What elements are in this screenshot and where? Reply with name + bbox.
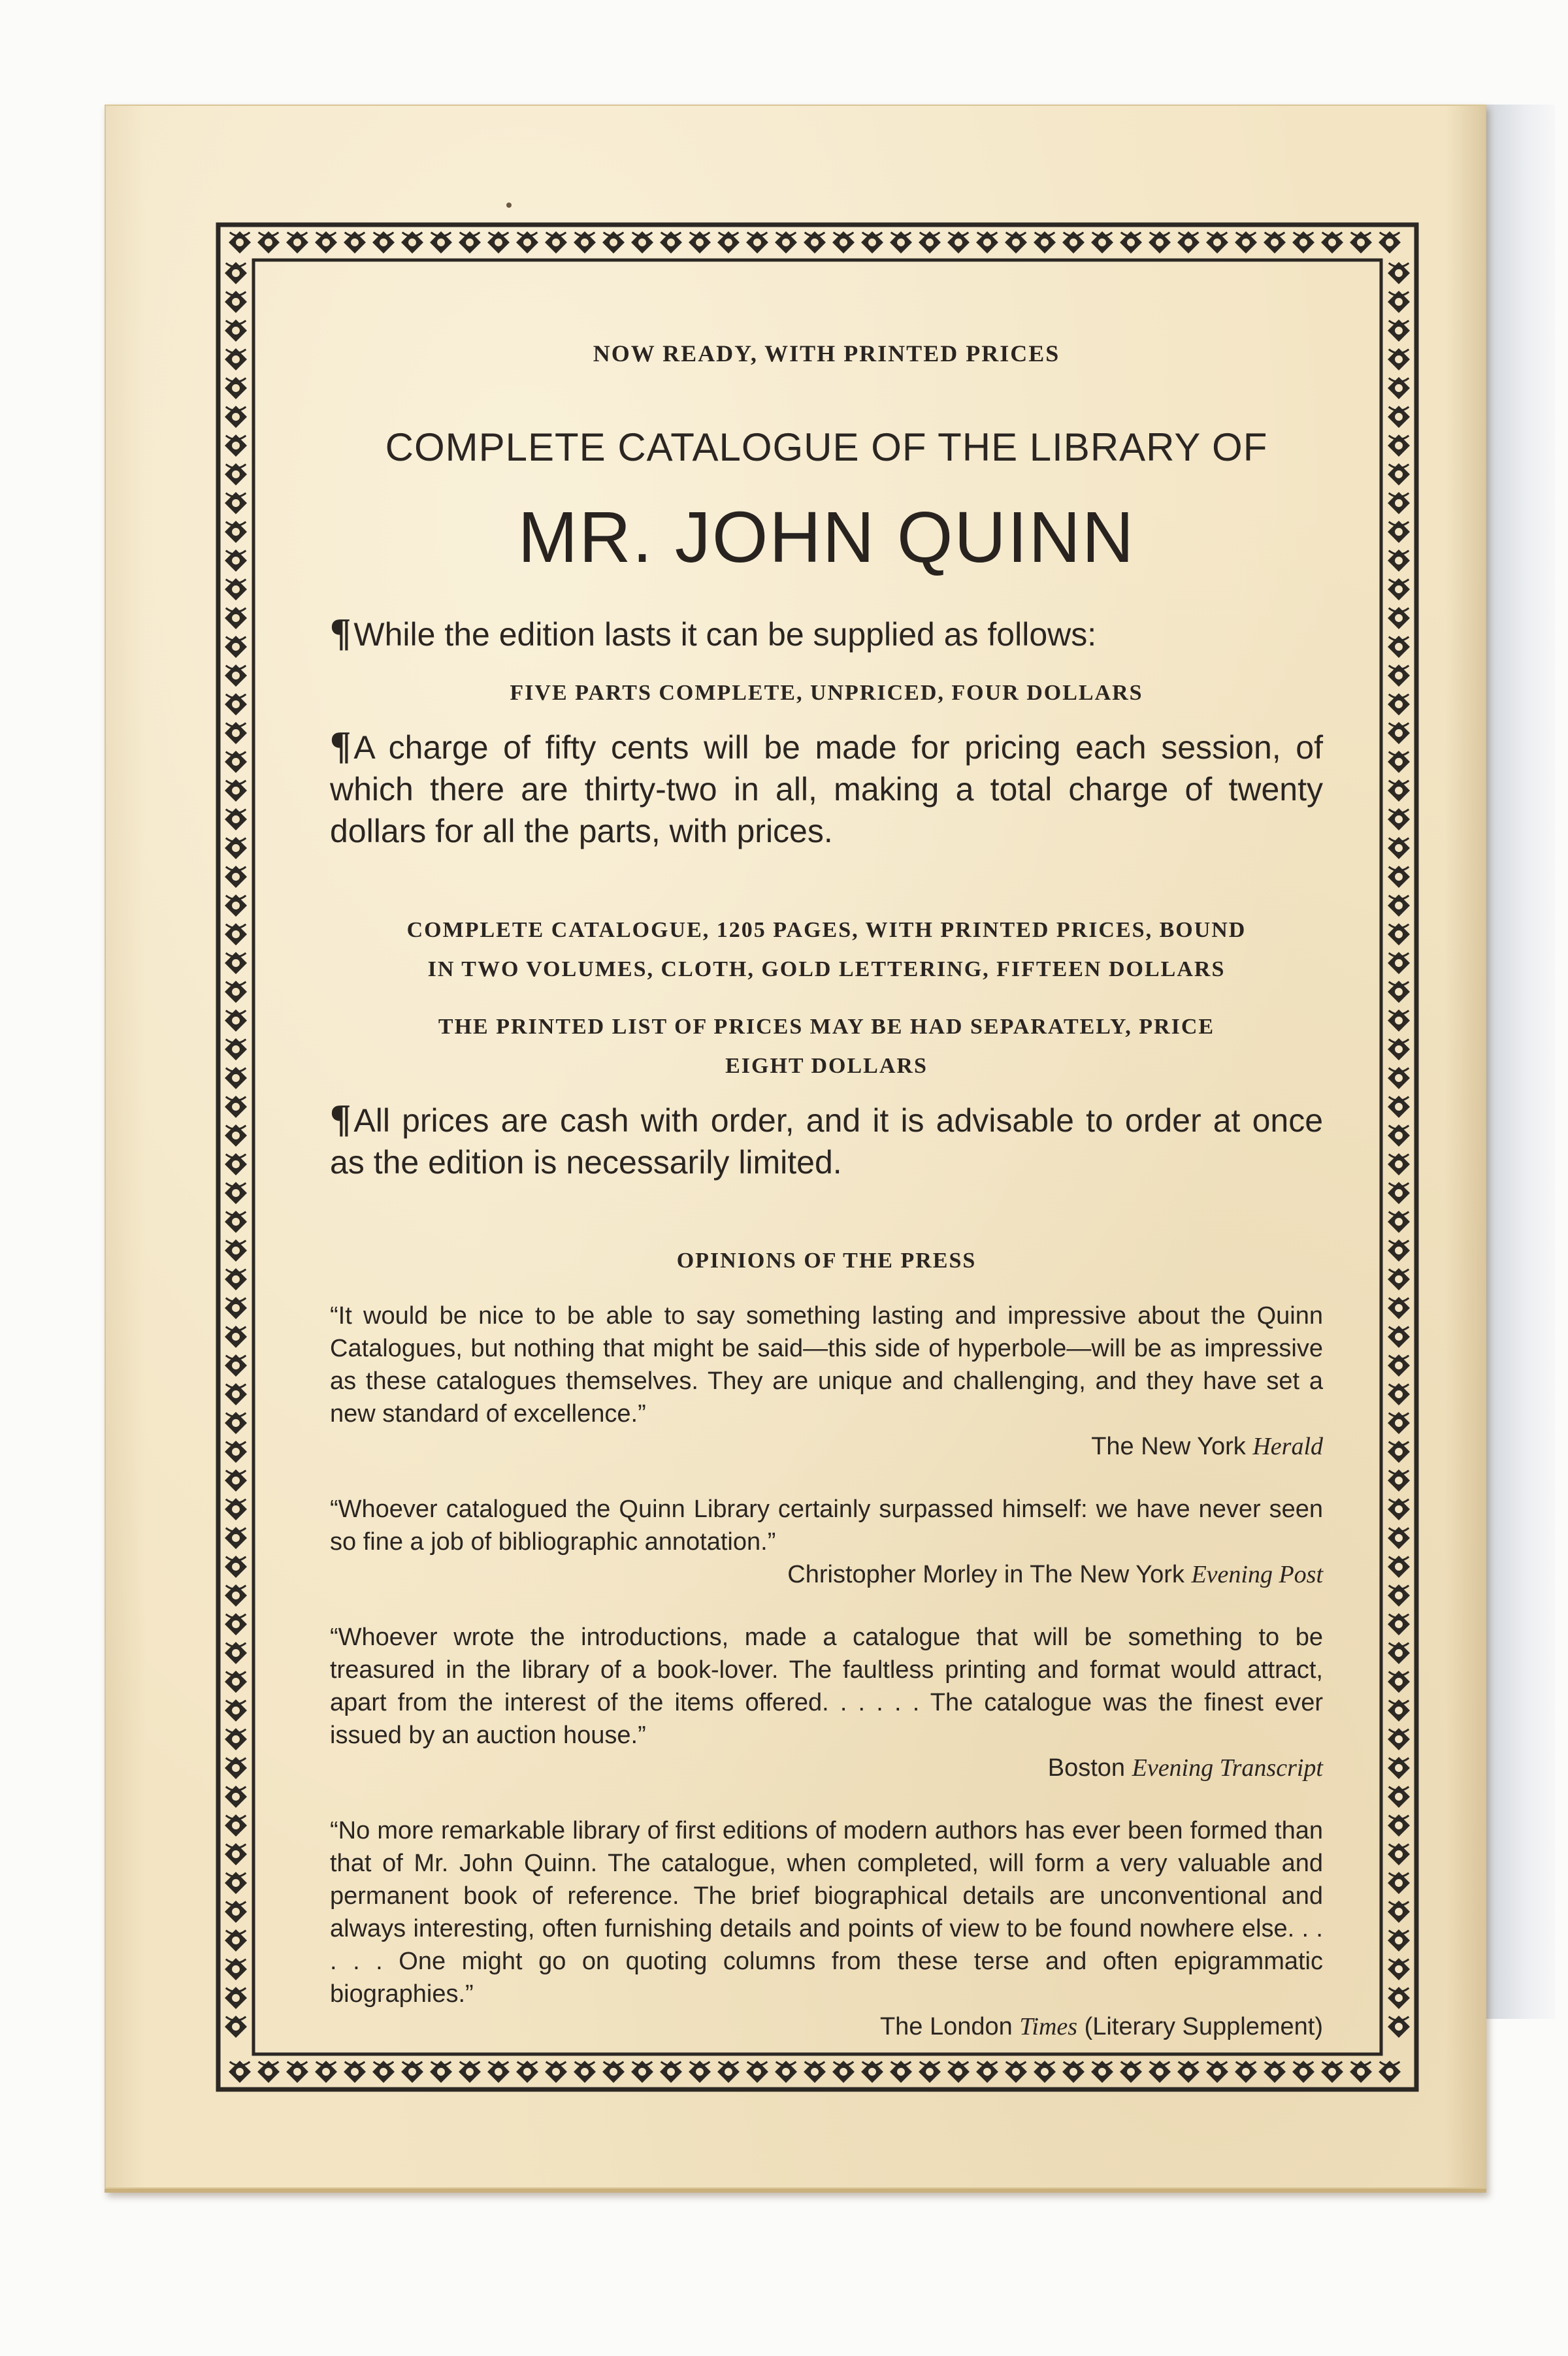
border-ornament-left — [225, 981, 247, 1003]
press-quote — [330, 1814, 1323, 2043]
press-quote-text: “Whoever catalogued the Quinn Library certainly surpassed himself: we have never seen so fine a job of bibliographic annotation.” — [330, 1496, 1323, 1556]
border-ornament-bottom — [315, 2061, 337, 2083]
border-ornament-right — [1388, 1096, 1410, 1118]
border-ornament-right — [1388, 1182, 1410, 1204]
border-ornament-left — [225, 1958, 247, 1980]
border-ornament-left — [225, 1613, 247, 1635]
border-ornament-right — [1388, 923, 1410, 945]
border-ornament-bottom — [1264, 2061, 1286, 2083]
border-ornament-right — [1388, 1929, 1410, 1952]
border-ornament-right — [1388, 693, 1410, 715]
border-ornament-bottom — [861, 2061, 883, 2083]
border-ornament-bottom — [976, 2061, 998, 2083]
border-ornament-top — [516, 231, 538, 254]
charge-paragraph — [330, 725, 1323, 852]
border-ornament-left — [225, 693, 247, 715]
border-ornament-left — [225, 1642, 247, 1664]
border-ornament-top — [1321, 231, 1343, 254]
press-quote-text: “Whoever wrote the introductions, made a catalogue that will be something to be treasured in the library of a book-lover. The faultless printing and format would attract, apart from the interest of the items offered. . . . . . The catalogue was the finest ever issued by an auction house.” — [330, 1624, 1323, 1749]
border-ornament-right — [1388, 1786, 1410, 1808]
border-ornament-top — [344, 231, 366, 254]
border-ornament-right — [1388, 319, 1410, 342]
pricing-intro-paragraph — [330, 612, 1323, 655]
border-ornament-right — [1388, 1527, 1410, 1549]
border-ornament-left — [225, 1699, 247, 1722]
border-ornament-left — [225, 808, 247, 830]
border-ornament-left — [225, 434, 247, 457]
border-ornament-top — [976, 231, 998, 254]
border-ornament-left — [225, 1354, 247, 1377]
border-ornament-left — [225, 377, 247, 399]
border-ornament-right — [1388, 1987, 1410, 2009]
press-quote — [330, 1493, 1323, 1591]
border-ornament-left — [225, 636, 247, 658]
border-ornament-left — [225, 1268, 247, 1290]
border-ornament-left — [225, 1757, 247, 1779]
press-quote-source — [330, 1752, 1323, 1784]
border-ornament-top — [717, 231, 740, 254]
border-ornament-left — [225, 1872, 247, 1894]
source-name: Boston — [1047, 1754, 1132, 1782]
border-ornament-bottom — [1091, 2061, 1113, 2083]
border-ornament-bottom — [574, 2061, 596, 2083]
border-ornament-bottom — [890, 2061, 912, 2083]
press-quote-source — [330, 1430, 1323, 1463]
border-ornament-right — [1388, 1556, 1410, 1578]
border-ornament-left — [225, 1038, 247, 1060]
border-ornament-left — [225, 1009, 247, 1032]
border-ornament-left — [225, 751, 247, 773]
border-ornament-bottom — [775, 2061, 797, 2083]
border-ornament-top — [775, 231, 797, 254]
border-ornament-left — [225, 1786, 247, 1808]
border-ornament-right — [1388, 607, 1410, 629]
border-ornament-top — [660, 231, 682, 254]
border-ornament-right — [1388, 1642, 1410, 1664]
catalogue-title: COMPLETE CATALOGUE OF THE LIBRARY OF — [385, 425, 1268, 469]
border-ornament-right — [1388, 751, 1410, 773]
border-ornament-bottom — [602, 2061, 625, 2083]
border-ornament-bottom — [746, 2061, 768, 2083]
border-ornament-top — [861, 231, 883, 254]
border-ornament-top — [631, 231, 653, 254]
border-ornament-top — [1350, 231, 1372, 254]
border-ornament-right — [1388, 837, 1410, 859]
border-ornament-top — [401, 231, 423, 254]
border-ornament-left — [225, 866, 247, 888]
pilcrow-icon: ¶ — [330, 611, 351, 654]
press-quote-source — [330, 1558, 1323, 1591]
border-ornament-left — [225, 2016, 247, 2038]
border-ornament-left — [225, 463, 247, 485]
page-content — [330, 327, 1323, 2043]
border-ornament-left — [225, 1153, 247, 1175]
border-ornament-left — [225, 779, 247, 802]
border-ornament-right — [1388, 492, 1410, 514]
border-ornament-bottom — [947, 2061, 970, 2083]
border-ornament-right — [1388, 779, 1410, 802]
border-ornament-top — [804, 231, 826, 254]
border-ornament-top — [1292, 231, 1315, 254]
border-ornament-left — [225, 1728, 247, 1750]
price-list-block — [330, 1007, 1323, 1086]
price-list-line-1: THE PRINTED LIST OF PRICES MAY BE HAD SEPARATELY, PRICE — [438, 1015, 1215, 1039]
border-ornament-left — [225, 664, 247, 687]
source-name: The New York — [1091, 1433, 1253, 1460]
border-ornament-right — [1388, 1383, 1410, 1405]
pilcrow-icon: ¶ — [330, 1097, 351, 1140]
border-ornament-right — [1388, 1872, 1410, 1894]
border-ornament-left — [225, 1239, 247, 1262]
border-ornament-left — [225, 1498, 247, 1520]
border-ornament-right — [1388, 1268, 1410, 1290]
border-ornament-right — [1388, 1211, 1410, 1233]
border-ornament-top — [229, 231, 251, 254]
border-ornament-left — [225, 607, 247, 629]
border-ornament-top — [430, 231, 452, 254]
border-ornament-bottom — [804, 2061, 826, 2083]
border-ornament-right — [1388, 521, 1410, 543]
border-ornament-left — [225, 549, 247, 572]
border-ornament-right — [1388, 1067, 1410, 1089]
border-ornament-bottom — [229, 2061, 251, 2083]
complete-catalogue-block — [330, 911, 1323, 989]
border-ornament-bottom — [660, 2061, 682, 2083]
border-ornament-right — [1388, 1613, 1410, 1635]
border-ornament-bottom — [1005, 2061, 1027, 2083]
complete-catalogue-line-2: IN TWO VOLUMES, CLOTH, GOLD LETTERING, FIFTEEN DOLLARS — [427, 957, 1226, 981]
border-ornament-left — [225, 1469, 247, 1492]
border-ornament-top — [919, 231, 941, 254]
border-ornament-right — [1388, 1412, 1410, 1434]
border-ornament-left — [225, 1987, 247, 2009]
border-ornament-right — [1388, 1239, 1410, 1262]
source-title: Evening Post — [1191, 1561, 1323, 1588]
border-ornament-top — [574, 231, 596, 254]
border-ornament-bottom — [1350, 2061, 1372, 2083]
border-ornament-left — [225, 1527, 247, 1549]
border-ornament-left — [225, 1843, 247, 1865]
border-ornament-bottom — [516, 2061, 538, 2083]
border-ornament-right — [1388, 894, 1410, 917]
border-ornament-top — [315, 231, 337, 254]
border-ornament-right — [1388, 1958, 1410, 1980]
press-quote-text: “No more remarkable library of first editions of modern authors has ever been formed than that of Mr. John Quinn. The catalogue, when completed, will form a very valuable and permanent book of reference. The brief biographical details are unconventional and always interesting, often furnishing details and points of view to be found nowhere else. . . . . . One might go on quoting columns from these terse and often epigrammatic biographies.” — [330, 1817, 1323, 2008]
border-ornament-left — [225, 291, 247, 313]
border-ornament-bottom — [631, 2061, 653, 2083]
border-ornament-bottom — [344, 2061, 366, 2083]
border-ornament-right — [1388, 1699, 1410, 1722]
border-ornament-top — [1149, 231, 1171, 254]
border-ornament-top — [1091, 231, 1113, 254]
press-heading: OPINIONS OF THE PRESS — [676, 1249, 977, 1273]
pricing-intro-text: While the edition lasts it can be supplied as follows: — [353, 616, 1097, 653]
border-ornament-bottom — [689, 2061, 711, 2083]
border-ornament-right — [1388, 2016, 1410, 2038]
border-ornament-top — [257, 231, 280, 254]
border-ornament-left — [225, 406, 247, 428]
border-ornament-right — [1388, 434, 1410, 457]
border-ornament-left — [225, 1929, 247, 1952]
border-ornament-bottom — [372, 2061, 395, 2083]
border-ornament-right — [1388, 578, 1410, 600]
border-ornament-right — [1388, 1009, 1410, 1032]
border-ornament-right — [1388, 1469, 1410, 1492]
border-ornament-bottom — [487, 2061, 510, 2083]
border-ornament-right — [1388, 1901, 1410, 1923]
border-ornament-top — [487, 231, 510, 254]
border-ornament-bottom — [1292, 2061, 1315, 2083]
border-ornament-right — [1388, 1441, 1410, 1463]
border-ornament-left — [225, 1441, 247, 1463]
source-tail: (Literary Supplement) — [1077, 2013, 1323, 2040]
border-ornament-top — [890, 231, 912, 254]
border-ornament-top — [286, 231, 308, 254]
border-ornament-top — [1206, 231, 1228, 254]
press-quote-text: “It would be nice to be able to say something lasting and impressive about the Quinn Catalogues, but nothing that might be said—this side of hyperbole—will be as impressive as these catalogues themselves. They are unique and challenging, and they have set a new standard of excellence.” — [330, 1302, 1323, 1428]
border-ornament-bottom — [1235, 2061, 1257, 2083]
border-ornament-left — [225, 1211, 247, 1233]
border-ornament-right — [1388, 1814, 1410, 1837]
border-ornament-bottom — [832, 2061, 855, 2083]
border-ornament-top — [689, 231, 711, 254]
border-ornament-right — [1388, 981, 1410, 1003]
ink-speck — [506, 203, 512, 208]
border-ornament-right — [1388, 1728, 1410, 1750]
border-ornament-left — [225, 1814, 247, 1837]
border-ornament-right — [1388, 377, 1410, 399]
border-ornament-top — [1235, 231, 1257, 254]
pilcrow-icon: ¶ — [330, 724, 351, 767]
border-ornament-top — [545, 231, 567, 254]
source-name: The London — [879, 2013, 1020, 2040]
border-ornament-bottom — [1379, 2061, 1401, 2083]
border-ornament-bottom — [1206, 2061, 1228, 2083]
scan-background — [1483, 105, 1555, 2019]
border-ornament-top — [1177, 231, 1200, 254]
border-ornament-left — [225, 319, 247, 342]
border-ornament-left — [225, 1182, 247, 1204]
border-ornament-bottom — [430, 2061, 452, 2083]
border-ornament-bottom — [1177, 2061, 1200, 2083]
border-ornament-left — [225, 1297, 247, 1319]
border-ornament-right — [1388, 722, 1410, 744]
border-ornament-bottom — [257, 2061, 280, 2083]
border-ornament-right — [1388, 406, 1410, 428]
border-ornament-bottom — [459, 2061, 481, 2083]
border-ornament-left — [225, 1901, 247, 1923]
border-ornament-left — [225, 722, 247, 744]
border-ornament-right — [1388, 463, 1410, 485]
border-ornament-right — [1388, 1584, 1410, 1607]
border-ornament-bottom — [1062, 2061, 1085, 2083]
border-ornament-right — [1388, 262, 1410, 284]
complete-catalogue-line-1: COMPLETE CATALOGUE, 1205 PAGES, WITH PRINTED PRICES, BOUND — [406, 918, 1247, 942]
border-ornament-left — [225, 1067, 247, 1089]
charge-text: A charge of fifty cents will be made for pricing each session, of which there are thirty-two in all, making a total charge of twenty dollars for all the parts, with prices. — [330, 729, 1323, 849]
border-ornament-left — [225, 1556, 247, 1578]
kicker-line: NOW READY, WITH PRINTED PRICES — [593, 340, 1060, 367]
border-ornament-top — [1264, 231, 1286, 254]
border-ornament-right — [1388, 636, 1410, 658]
border-ornament-top — [1062, 231, 1085, 254]
border-ornament-left — [225, 952, 247, 974]
border-ornament-left — [225, 348, 247, 370]
border-ornament-bottom — [1120, 2061, 1142, 2083]
border-ornament-top — [746, 231, 768, 254]
border-ornament-right — [1388, 1671, 1410, 1693]
border-ornament-left — [225, 1671, 247, 1693]
border-ornament-left — [225, 837, 247, 859]
border-ornament-right — [1388, 291, 1410, 313]
border-ornament-right — [1388, 1038, 1410, 1060]
cash-paragraph — [330, 1098, 1323, 1183]
border-ornament-left — [225, 1326, 247, 1348]
source-title: Herald — [1252, 1433, 1323, 1460]
border-ornament-left — [225, 1096, 247, 1118]
border-ornament-top — [1379, 231, 1401, 254]
border-ornament-top — [459, 231, 481, 254]
border-ornament-right — [1388, 866, 1410, 888]
source-title: Times — [1019, 2013, 1078, 2040]
border-ornament-top — [602, 231, 625, 254]
border-ornament-right — [1388, 808, 1410, 830]
border-ornament-bottom — [717, 2061, 740, 2083]
border-ornament-bottom — [401, 2061, 423, 2083]
border-ornament-left — [225, 578, 247, 600]
border-ornament-right — [1388, 348, 1410, 370]
border-ornament-left — [225, 1412, 247, 1434]
border-ornament-left — [225, 1584, 247, 1607]
source-name: Christopher Morley in The New York — [787, 1561, 1192, 1588]
border-ornament-top — [372, 231, 395, 254]
border-ornament-right — [1388, 1354, 1410, 1377]
border-ornament-left — [225, 262, 247, 284]
border-ornament-right — [1388, 549, 1410, 572]
press-quote — [330, 1300, 1323, 1463]
border-ornament-right — [1388, 1498, 1410, 1520]
page-title: MR. JOHN QUINN — [517, 497, 1135, 578]
border-ornament-left — [225, 1124, 247, 1147]
border-ornament-top — [1120, 231, 1142, 254]
five-parts-line: FIVE PARTS COMPLETE, UNPRICED, FOUR DOLLARS — [510, 681, 1143, 705]
border-ornament-top — [1005, 231, 1027, 254]
border-ornament-left — [225, 492, 247, 514]
border-ornament-bottom — [919, 2061, 941, 2083]
border-ornament-left — [225, 521, 247, 543]
border-ornament-bottom — [1321, 2061, 1343, 2083]
border-ornament-right — [1388, 1843, 1410, 1865]
border-ornament-right — [1388, 952, 1410, 974]
border-ornament-right — [1388, 1326, 1410, 1348]
source-title: Evening Transcript — [1132, 1754, 1323, 1782]
press-quote — [330, 1621, 1323, 1784]
border-ornament-bottom — [1034, 2061, 1056, 2083]
border-ornament-bottom — [1149, 2061, 1171, 2083]
border-ornament-left — [225, 1383, 247, 1405]
border-ornament-right — [1388, 1124, 1410, 1147]
border-ornament-left — [225, 894, 247, 917]
border-ornament-right — [1388, 1297, 1410, 1319]
border-ornament-top — [832, 231, 855, 254]
border-ornament-bottom — [286, 2061, 308, 2083]
border-ornament-top — [1034, 231, 1056, 254]
border-ornament-bottom — [545, 2061, 567, 2083]
border-ornament-right — [1388, 1153, 1410, 1175]
border-ornament-top — [947, 231, 970, 254]
cash-text: All prices are cash with order, and it is advisable to order at once as the edition is necessarily limited. — [330, 1102, 1323, 1181]
border-ornament-right — [1388, 664, 1410, 687]
price-list-line-2: EIGHT DOLLARS — [725, 1054, 928, 1078]
border-ornament-right — [1388, 1757, 1410, 1779]
border-ornament-left — [225, 923, 247, 945]
press-quote-source — [330, 2010, 1323, 2043]
